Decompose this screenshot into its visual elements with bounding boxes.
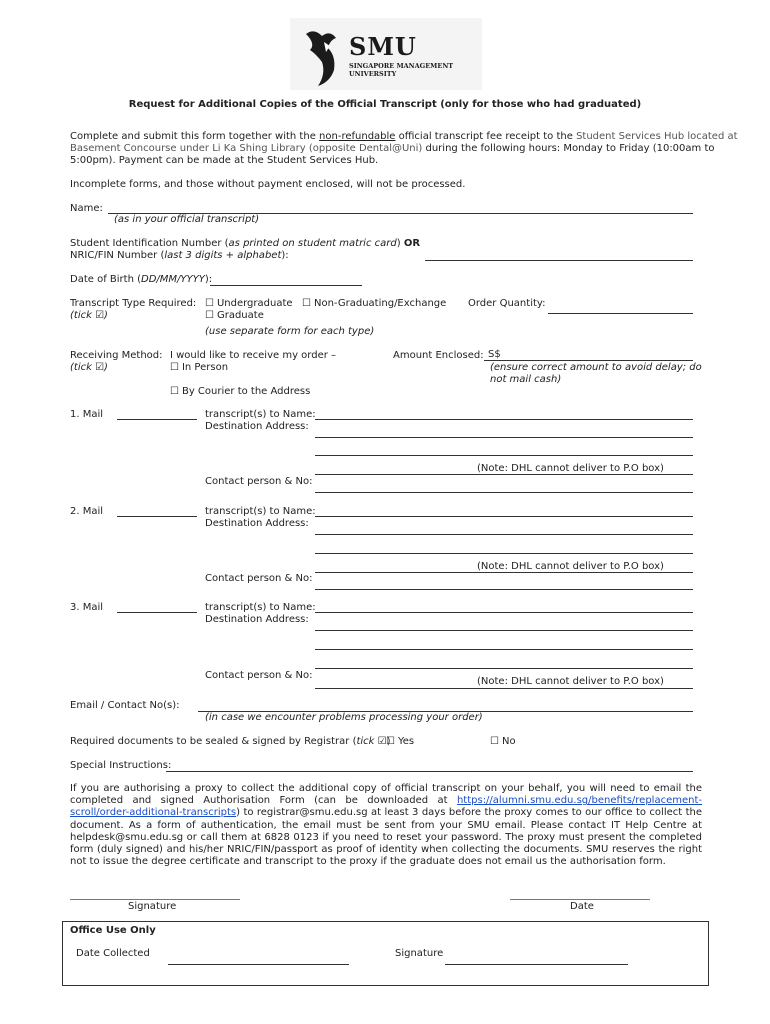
in-person-checkbox[interactable]: ☐ In Person bbox=[170, 362, 228, 373]
mail-3-name-line[interactable] bbox=[315, 612, 693, 613]
intro-text: Complete and submit this form together with the bbox=[70, 131, 316, 142]
mail-2-name-label: transcript(s) to Name: bbox=[205, 506, 316, 517]
special-input-line[interactable] bbox=[166, 771, 693, 772]
amount-label: Amount Enclosed: bbox=[393, 350, 484, 361]
qty-label: Order Quantity: bbox=[468, 298, 546, 309]
office-signature-line[interactable] bbox=[445, 964, 628, 965]
office-signature-label: Signature bbox=[395, 948, 444, 959]
sealed-hint: tick ☑ bbox=[356, 736, 387, 747]
mail-1-name-label: transcript(s) to Name: bbox=[205, 409, 316, 420]
mail-3-addr-label: Destination Address: bbox=[205, 614, 309, 625]
type-tick-hint: (tick ☑) bbox=[70, 310, 108, 321]
mail-2-name-line[interactable] bbox=[315, 516, 693, 517]
amount-note-2: not mail cash) bbox=[490, 374, 562, 385]
mail-2-qty-line[interactable] bbox=[117, 516, 197, 517]
sid-or: OR bbox=[403, 238, 421, 249]
date-collected-label: Date Collected bbox=[76, 948, 150, 959]
amount-input-line[interactable] bbox=[484, 360, 693, 361]
dob-input-line[interactable] bbox=[210, 285, 362, 286]
type-note: (use separate form for each type) bbox=[205, 326, 375, 337]
name-label: Name: bbox=[70, 203, 103, 214]
mail-1-addr-line[interactable] bbox=[315, 455, 693, 456]
dob-hint: DD/MM/YYYY bbox=[141, 274, 205, 285]
mail-2-addr-line[interactable] bbox=[315, 553, 693, 554]
intro-line-3: 5:00pm). Payment can be made at the Student Services Hub. bbox=[70, 155, 379, 166]
sealed-yes-checkbox[interactable]: ☐ Yes bbox=[386, 736, 414, 747]
type-label: Transcript Type Required: bbox=[70, 298, 197, 309]
office-use-box bbox=[62, 921, 709, 986]
nric-text: ): bbox=[281, 250, 289, 261]
mail-3-addr-line[interactable] bbox=[315, 630, 693, 631]
recv-label: Receiving Method: bbox=[70, 350, 163, 361]
logo-line1: SINGAPORE MANAGEMENT bbox=[349, 62, 454, 70]
proxy-text: ) to registrar@smu.edu.sg at least 3 days before the proxy comes to our office to collect the document. As a form of authentication, the email must be sent from your SMU email. Please contact IT Help Centre at helpdesk@smu.edu.sg or call them at 6828 0123 if you need to reset your password. The proxy must present the completed form (duly signed) and his/her NRIC/FIN/passport as proof of identity when collecting the documents. SMU reserves the right not to issue the degree certificate and transcript to the proxy if the graduate does not email us the authorisation form. bbox=[70, 807, 702, 868]
mail-2-contact-line[interactable] bbox=[315, 589, 693, 590]
mail-3-contact-line[interactable] bbox=[315, 688, 693, 689]
sid-input-line[interactable] bbox=[425, 260, 693, 261]
sid-text: ) bbox=[396, 238, 401, 249]
mail-1-addr-line[interactable] bbox=[315, 474, 693, 475]
undergraduate-checkbox[interactable]: ☐ Undergraduate bbox=[205, 298, 293, 309]
sealed-label bbox=[70, 736, 391, 747]
dob-label bbox=[70, 274, 212, 285]
intro-text: official transcript fee receipt to the bbox=[398, 131, 573, 142]
courier-checkbox[interactable]: ☐ By Courier to the Address bbox=[170, 386, 310, 397]
date-collected-line[interactable] bbox=[168, 964, 349, 965]
smu-logo-icon bbox=[300, 26, 348, 88]
mail-1-name-line[interactable] bbox=[315, 419, 693, 420]
intro-line-1 bbox=[70, 131, 738, 142]
sealed-text: ) bbox=[386, 736, 391, 747]
logo-name: SMU bbox=[349, 32, 417, 61]
intro-location: Basement Concourse under Li Ka Shing Library (opposite Dental@Uni) bbox=[70, 143, 423, 154]
proxy-paragraph bbox=[70, 783, 702, 868]
nric-hint: last 3 digits + alphabet bbox=[164, 250, 282, 261]
mail-3-label: 3. Mail bbox=[70, 602, 104, 613]
sid-label bbox=[70, 238, 420, 249]
mail-2-note: (Note: DHL cannot deliver to P.O box) bbox=[477, 561, 664, 572]
sealed-text: Required documents to be sealed & signed by Registrar ( bbox=[70, 736, 357, 747]
proxy-text: If you are authorising a proxy to collect the additional copy of official transcript on your behalf, you will need to email the completed and signed Authorisation Form (can be downloaded at bbox=[70, 783, 702, 807]
graduate-checkbox[interactable]: ☐ Graduate bbox=[205, 310, 264, 321]
mail-2-label: 2. Mail bbox=[70, 506, 104, 517]
intro-underline: non-refundable bbox=[319, 131, 396, 142]
mail-3-qty-line[interactable] bbox=[117, 612, 197, 613]
recv-text: I would like to receive my order – bbox=[170, 350, 337, 361]
mail-1-note: (Note: DHL cannot deliver to P.O box) bbox=[477, 463, 664, 474]
mail-1-label: 1. Mail bbox=[70, 409, 104, 420]
mail-3-note: (Note: DHL cannot deliver to P.O box) bbox=[477, 676, 664, 687]
mail-1-addr-label: Destination Address: bbox=[205, 421, 309, 432]
non-graduating-checkbox[interactable]: ☐ Non-Graduating/Exchange bbox=[302, 298, 446, 309]
mail-3-name-label: transcript(s) to Name: bbox=[205, 602, 316, 613]
amount-note-1: (ensure correct amount to avoid delay; do bbox=[490, 362, 702, 373]
mail-1-addr-line[interactable] bbox=[315, 437, 693, 438]
special-label: Special Instructions: bbox=[70, 760, 172, 771]
sid-text: Student Identification Number ( bbox=[70, 238, 229, 249]
email-hint: (in case we encounter problems processing your order) bbox=[205, 712, 483, 723]
mail-1-qty-line[interactable] bbox=[117, 419, 197, 420]
sealed-no-checkbox[interactable]: ☐ No bbox=[490, 736, 516, 747]
office-title: Office Use Only bbox=[70, 925, 156, 936]
transcript-form-link[interactable]: https://alumni.smu.edu.sg/benefits/replacement-scroll/order-additional-transcripts bbox=[70, 795, 702, 819]
name-hint: (as in your official transcript) bbox=[114, 214, 260, 225]
date-line[interactable] bbox=[510, 899, 650, 900]
mail-3-addr-line[interactable] bbox=[315, 668, 693, 669]
email-label: Email / Contact No(s): bbox=[70, 700, 180, 711]
intro-warning: Incomplete forms, and those without payment enclosed, will not be processed. bbox=[70, 179, 466, 190]
nric-text: NRIC/FIN Number ( bbox=[70, 250, 165, 261]
signature-label: Signature bbox=[128, 901, 177, 912]
logo-line2: UNIVERSITY bbox=[349, 70, 397, 78]
date-label: Date bbox=[570, 901, 594, 912]
mail-2-addr-label: Destination Address: bbox=[205, 518, 309, 529]
mail-3-contact-label: Contact person & No: bbox=[205, 670, 313, 681]
intro-line-2 bbox=[70, 143, 715, 154]
intro-location: Student Services Hub located at bbox=[576, 131, 738, 142]
qty-input-line[interactable] bbox=[548, 313, 693, 314]
dob-text: ): bbox=[204, 274, 213, 285]
nric-label bbox=[70, 250, 289, 261]
mail-3-addr-line[interactable] bbox=[315, 649, 693, 650]
mail-2-contact-label: Contact person & No: bbox=[205, 573, 313, 584]
mail-1-contact-label: Contact person & No: bbox=[205, 476, 313, 487]
amount-prefix: S$ bbox=[488, 349, 501, 360]
dob-text: Date of Birth ( bbox=[70, 274, 141, 285]
recv-tick-hint: (tick ☑) bbox=[70, 362, 108, 373]
page-title: Request for Additional Copies of the Official Transcript (only for those who had graduated) bbox=[128, 99, 642, 110]
mail-1-contact-line[interactable] bbox=[315, 492, 693, 493]
signature-line[interactable] bbox=[70, 899, 240, 900]
mail-2-addr-line[interactable] bbox=[315, 572, 693, 573]
sid-hint: as printed on student matric card bbox=[228, 238, 397, 249]
intro-text: during the following hours: Monday to Friday (10:00am to bbox=[425, 143, 715, 154]
mail-2-addr-line[interactable] bbox=[315, 534, 693, 535]
